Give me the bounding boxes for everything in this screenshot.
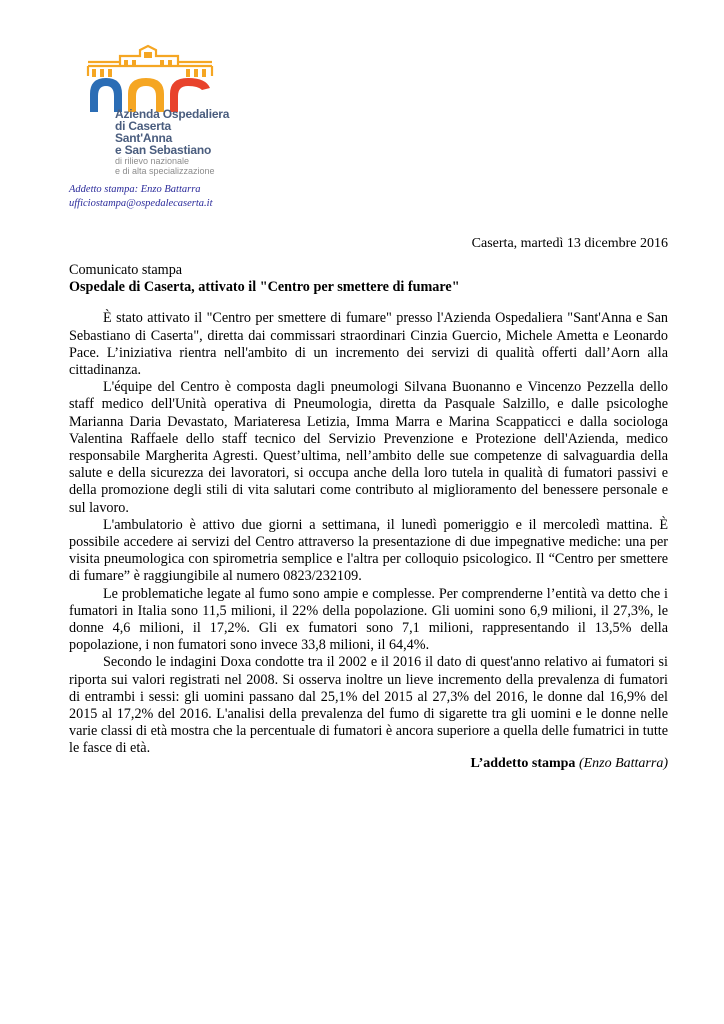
logo-line-3: Sant'Anna (115, 131, 173, 145)
logo-line-5: di rilievo nazionale (115, 156, 190, 166)
press-office-contact (69, 183, 213, 211)
logo-line-6: e di alta specializzazione (115, 166, 215, 176)
signature-role: L’addetto stampa (470, 756, 576, 771)
document-body (69, 262, 668, 758)
logo-line-2: di Caserta (115, 119, 172, 133)
paragraph-5: Secondo le indagini Doxa condotte tra il 2002 e il 2016 il dato di quest'anno relativo ai fumatori si riporta sui valori registrati nel 2008. Si osserva inoltre un lieve incremento della prevalenza di fumatori di entrambi i sessi: gli uomini passano dal 25,1% del 2015 al 27,3% del 2016, le donne dal 16,9% del 2015 al 17,2% del 2016. L'analisi della prevalenza del fumo di sigarette tra gli uomini e le donne nelle varie classi di età mostra che la percentuale di fumatori è ancora superiore a quella delle fumatrici in tutte le fasce di età. (69, 654, 668, 757)
paragraph-2: L'équipe del Centro è composta dagli pneumologi Silvana Buonanno e Vincenzo Pezzella dello staff medico dell'Unità operativa di Pneumologia, diretta da Pasquale Salzillo, e dalle psicologhe Marianna Daria Devastato, Mariateresa Letizia, Imma Marra e Marina Scappaticci e dalla sociologa Valentina Raffaele dello staff tecnico del Servizio Prevenzione e Protezione dell'Azienda, medico responsabile Margherita Agresti. Quest’ultima, nell’ambito delle sue competenze di salvaguardia della salute e della sicurezza dei lavoratori, si occupa anche della loro tutela in qualità di fumatori passivi e della promozione degli stili di vita salutari come contributo al miglioramento del benessere personale e sul lavoro. (69, 379, 668, 516)
document-date: Caserta, martedì 13 dicembre 2016 (471, 236, 668, 251)
paragraph-1: È stato attivato il "Centro per smettere di fumare" presso l'Azienda Ospedaliera "Sant'Anna e San Sebastiano di Caserta", diretta dai commissari straordinari Cinzia Guercio, Michele Ametta e Leonardo Pace. L’iniziativa rientra nell'ambito di un incremento dei servizi di qualità offerti dall’Aorn alla cittadinanza. (69, 310, 668, 379)
document-kicker: Comunicato stampa (69, 262, 183, 278)
signature (471, 756, 668, 772)
paragraph-4: Le problematiche legate al fumo sono ampie e complesse. Per comprenderne l’entità va detto che i fumatori in Italia sono 11,5 milioni, il 22% della popolazione. Gli uomini sono 6,9 milioni, il 27,3%, le donne 4,6 milioni, il 17,2%. Gli ex fumatori sono 7,1 milioni, rappresentando il 13,5% della popolazione, i non fumatori sono invece 33,8 milioni, il 64,4%. (69, 585, 668, 654)
logo-line-4: e San Sebastiano (115, 143, 212, 157)
hospital-building-logo-icon (82, 44, 242, 114)
logo-line-1: Azienda Ospedaliera (115, 107, 230, 121)
logo-text (115, 108, 229, 176)
paragraph-3: L'ambulatorio è attivo due giorni a settimana, il lunedì pomeriggio e il mercoledì mattina. È possibile accedere ai servizi del Centro attraverso la presentazione di due impegnative mediche: una per visita pneumologica con spirometria semplice e l'altra per colloquio psicologico. Il “Centro per smettere di fumare” è raggiungibile al numero 0823/232109. (69, 516, 668, 585)
press-office-name: Addetto stampa: Enzo Battarra (69, 184, 201, 195)
hospital-logo (82, 44, 242, 182)
press-office-email[interactable]: ufficiostampa@ospedalecaserta.it (69, 198, 213, 209)
signature-name: (Enzo Battarra) (578, 756, 668, 771)
document-title: Ospedale di Caserta, attivato il "Centro per smettere di fumare" (69, 279, 460, 296)
